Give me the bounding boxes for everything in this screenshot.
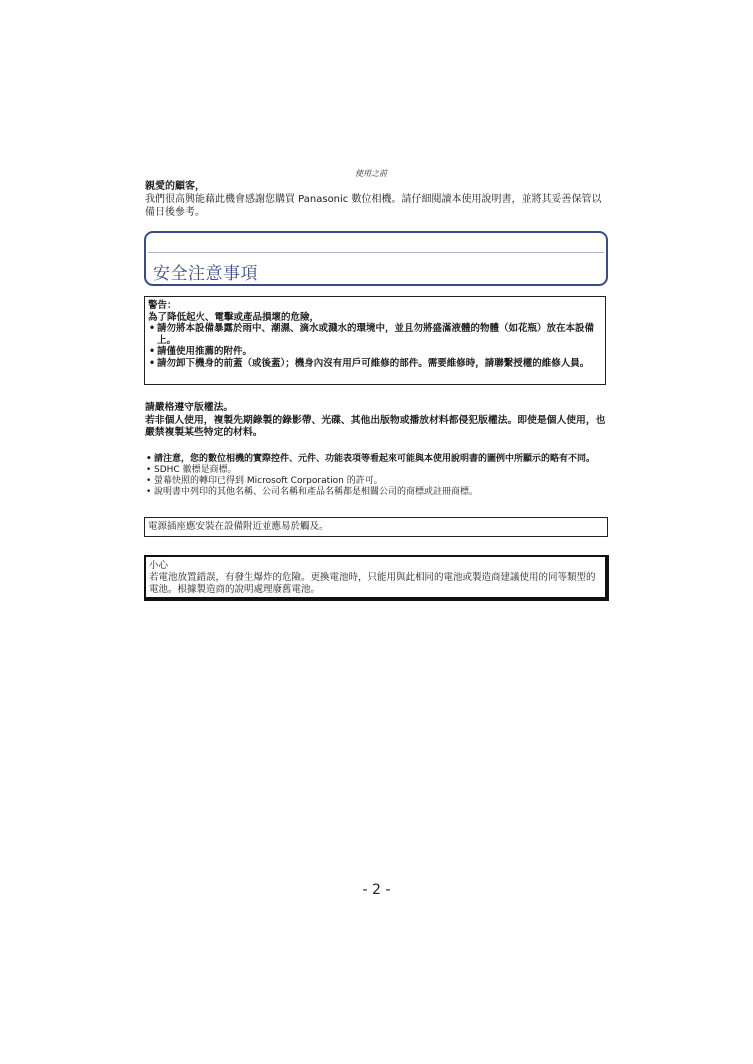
safety-title: 安全注意事項 [153, 264, 258, 284]
warning-box [144, 296, 606, 385]
warning-item: • 請僅使用推薦的附件。 [148, 346, 602, 358]
caution-body: 若電池放置錯誤，有發生爆炸的危險。更換電池時，只能用與此相同的電池或製造商建議使用的同等類型的電池。根據製造商的說明處理廢舊電池。 [149, 572, 596, 595]
section-label: 使用之前 [355, 169, 387, 178]
warning-item: • 請勿卸下機身的前蓋（或後蓋）；機身內沒有用戶可維修的部件。需要維修時，請聯繫授權的維修人員。 [148, 358, 602, 370]
copyright-body: 若非個人使用，複製先期錄製的錄影帶、光碟、其他出版物或播放材料都侵犯版權法。即使是個人使用，也嚴禁複製某些特定的材料。 [145, 414, 606, 438]
page-number: - 2 - [362, 882, 391, 898]
caution-box [144, 555, 609, 601]
notes-list [145, 454, 610, 498]
power-outlet-notice: 電源插座應安裝在設備附近並應易於觸及。 [144, 517, 608, 537]
note-item: • SDHC 徽標是商標。 [145, 465, 610, 476]
warning-heading: 警告： [148, 300, 177, 311]
note-item: • 請注意，您的數位相機的實際控件、元件、功能表項等看起來可能與本使用說明書的圖例中所顯示的略有不同。 [145, 454, 610, 465]
note-item: • 說明書中列印的其他名稱、公司名稱和產品名稱都是相關公司的商標或註冊商標。 [145, 487, 610, 498]
copyright-heading: 請嚴格遵守版權法。 [145, 402, 234, 413]
warning-item: • 請勿將本設備暴露於雨中、潮濕、滴水或濺水的環境中，並且勿將盛滿液體的物體（如花瓶）放在本設備上。 [148, 323, 602, 346]
safety-title-box [144, 231, 608, 286]
intro-paragraph [145, 180, 610, 219]
intro-body: 我們很高興能藉此機會感謝您購買 Panasonic 數位相機。請仔細閱讀本使用說明書，並將其妥善保管以備日後參考。 [145, 194, 602, 218]
copyright-section [145, 402, 610, 440]
title-divider [148, 252, 604, 253]
greeting: 親愛的顧客， [145, 181, 205, 192]
note-item: • 螢幕快照的轉印已得到 Microsoft Corporation 的許可。 [145, 476, 610, 487]
warning-lead: 為了降低起火、電擊或產品損壞的危險， [148, 311, 320, 323]
caution-heading: 小心 [149, 560, 169, 571]
